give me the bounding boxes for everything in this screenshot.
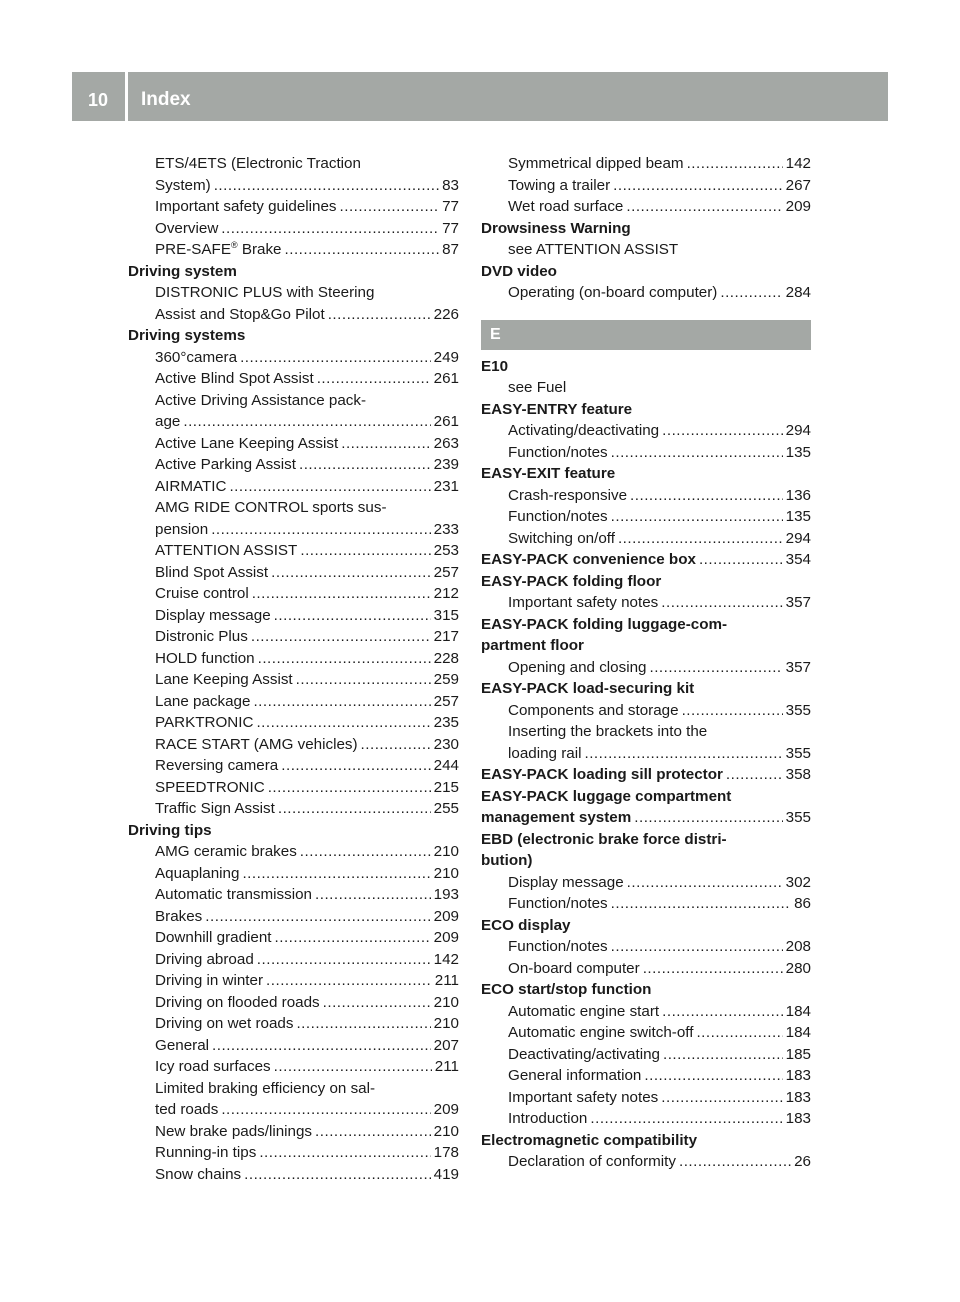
page-ref[interactable]: 257	[433, 563, 459, 581]
index-entry: Wet road surface ..... 209	[481, 196, 811, 218]
page-ref[interactable]: 253	[433, 542, 459, 559]
page-ref[interactable]: 280	[785, 959, 811, 977]
index-heading: E10	[481, 357, 509, 375]
page-ref[interactable]: 142	[433, 950, 459, 968]
index-entry: Driving in winter ..... 211	[128, 970, 459, 992]
page-ref[interactable]: 210	[433, 843, 459, 860]
index-entry: Active Blind Spot Assist ..... 261	[128, 368, 459, 390]
index-entry: loading rail ..... 355	[481, 743, 811, 765]
page-ref[interactable]: 209	[785, 198, 811, 215]
index-entry: Important safety notes ..... 183	[481, 1087, 811, 1109]
page-ref[interactable]: 355	[785, 744, 811, 762]
index-entry: Activating/deactivating ..... 294	[481, 420, 811, 442]
page-ref[interactable]: 211	[434, 972, 459, 989]
index-entry: Symmetrical dipped beam ..... 142	[481, 153, 811, 175]
page-ref[interactable]: 355	[785, 809, 811, 826]
page-ref[interactable]: 294	[785, 422, 811, 439]
index-entry: New brake pads/linings ..... 210	[128, 1121, 459, 1143]
page-ref[interactable]: 239	[433, 456, 459, 473]
page-ref[interactable]: 210	[433, 1122, 459, 1140]
page-ref[interactable]: 86	[794, 895, 811, 912]
index-entry: Assist and Stop&Go Pilot ..... 226	[128, 304, 459, 326]
page-ref[interactable]: 193	[433, 886, 459, 903]
registered-mark: ®	[230, 239, 238, 250]
index-entry: PRE-SAFE® Brake ..... 87	[128, 239, 459, 261]
index-entry: Active Parking Assist ..... 239	[128, 454, 459, 476]
index-entry: Opening and closing ..... 357	[481, 657, 811, 679]
page-ref[interactable]: 244	[433, 757, 459, 774]
index-entry: ETS/4ETS (Electronic Traction	[155, 155, 361, 172]
index-entry: AIRMATIC ..... 231	[128, 476, 459, 498]
index-entry: Declaration of conformity ..... 26	[481, 1151, 811, 1173]
page-ref[interactable]: 210	[433, 864, 459, 882]
index-entry: Lane Keeping Assist ..... 259	[128, 669, 459, 691]
index-entry: Icy road surfaces ..... 211	[128, 1056, 459, 1078]
index-entry: Distronic Plus ..... 217	[128, 626, 459, 648]
index-entry: 360°camera ..... 249	[128, 347, 459, 369]
index-entry: Function/notes ..... 208	[481, 936, 811, 958]
page-ref[interactable]: 211	[434, 1058, 459, 1075]
page-ref[interactable]: 185	[785, 1045, 811, 1063]
page-ref[interactable]: 284	[785, 284, 811, 301]
index-entry: DISTRONIC PLUS with Steering	[155, 284, 375, 301]
index-entry: Active Driving Assistance pack-	[155, 391, 367, 409]
index-entry: Display message ..... 302	[481, 872, 811, 894]
index-entry: RACE START (AMG vehicles) ..... 230	[128, 734, 459, 756]
index-heading: EASY-EXIT feature	[481, 465, 616, 482]
index-entry: Driving on wet roads ..... 210	[128, 1013, 459, 1035]
index-entry: Switching on/off ..... 294	[481, 528, 811, 550]
page-ref[interactable]: 178	[433, 1144, 459, 1161]
index-heading: bution)	[481, 852, 533, 869]
index-entry: Inserting the brackets into the	[508, 723, 708, 740]
page-ref[interactable]: 210	[433, 993, 459, 1011]
letter-section-header: E	[481, 320, 811, 350]
page-ref[interactable]: 233	[433, 520, 459, 538]
page-ref[interactable]: 207	[433, 1036, 459, 1054]
index-entry: SPEEDTRONIC ..... 215	[128, 777, 459, 799]
index-heading: EASY-PACK folding floor	[481, 572, 662, 590]
index-entry: Display message ..... 315	[128, 605, 459, 627]
page-ref[interactable]: 83	[442, 176, 459, 194]
index-heading: Electromagnetic compatibility	[481, 1131, 698, 1149]
index-heading: Driving systems	[128, 327, 246, 344]
page-header	[72, 72, 888, 121]
index-heading: partment floor	[481, 637, 584, 654]
index-entry: age ..... 261	[128, 411, 459, 433]
page-ref[interactable]: 184	[785, 1024, 811, 1041]
page-ref[interactable]: 226	[433, 305, 459, 323]
index-entry: General ..... 207	[128, 1035, 459, 1057]
index-column-left	[128, 153, 459, 1185]
index-entry: General information ..... 183	[481, 1065, 811, 1087]
index-column-right	[481, 153, 811, 1173]
page-ref[interactable]: 209	[433, 907, 459, 925]
page-ref[interactable]: 228	[433, 649, 459, 667]
page-ref[interactable]: 135	[785, 508, 811, 525]
index-entry: Deactivating/activating ..... 185	[481, 1044, 811, 1066]
index-entry: Running-in tips ..... 178	[128, 1142, 459, 1164]
page-ref[interactable]: 355	[785, 701, 811, 719]
index-entry: Automatic transmission ..... 193	[128, 884, 459, 906]
index-entry: Function/notes ..... 135	[481, 442, 811, 464]
page-ref[interactable]: 294	[785, 529, 811, 547]
page-ref[interactable]: 358	[785, 766, 811, 783]
index-entry: EASY-PACK loading sill protector ..... 358	[481, 764, 811, 786]
index-heading: EASY-PACK load-securing kit	[481, 680, 695, 697]
index-heading: Drowsiness Warning	[481, 219, 631, 237]
page-ref[interactable]: 357	[785, 594, 811, 611]
index-entry: EASY-PACK convenience box ..... 354	[481, 549, 811, 571]
index-entry: Downhill gradient ..... 209	[128, 927, 459, 949]
index-entry: Important safety guidelines ..... 77	[128, 196, 459, 218]
page-ref[interactable]: 261	[433, 370, 459, 387]
index-entry: Traffic Sign Assist ..... 255	[128, 798, 459, 820]
page-ref[interactable]: 183	[785, 1110, 811, 1127]
page-ref[interactable]: 217	[433, 628, 459, 645]
page-ref[interactable]: 267	[785, 176, 811, 194]
page-ref[interactable]: 231	[433, 477, 459, 495]
index-entry: Operating (on-board computer) ..... 284	[481, 282, 811, 304]
index-entry: Important safety notes ..... 357	[481, 592, 811, 614]
page-ref[interactable]: 419	[433, 1165, 459, 1183]
page-ref[interactable]: 210	[433, 1015, 459, 1032]
index-heading: DVD video	[481, 262, 557, 280]
page-ref[interactable]: 183	[785, 1067, 811, 1084]
page-ref[interactable]: 209	[433, 1101, 459, 1118]
index-entry: AMG ceramic brakes ..... 210	[128, 841, 459, 863]
index-entry: AMG RIDE CONTROL sports sus-	[155, 499, 387, 516]
index-entry: Lane package ..... 257	[128, 691, 459, 713]
index-entry: Towing a trailer ..... 267	[481, 175, 811, 197]
index-entry: Snow chains ..... 419	[128, 1164, 459, 1186]
page-number: 10	[87, 90, 109, 110]
index-heading: ECO start/stop function	[481, 981, 652, 998]
index-heading: EASY-PACK folding luggage-com-	[481, 615, 728, 633]
page-ref[interactable]: 235	[433, 714, 459, 731]
index-entry: On-board computer ..... 280	[481, 958, 811, 980]
index-entry: Function/notes ..... 86	[481, 893, 811, 915]
page-ref[interactable]: 208	[785, 938, 811, 955]
page-ref[interactable]: 302	[785, 873, 811, 891]
index-entry: Brakes ..... 209	[128, 906, 459, 928]
index-heading: Driving tips	[128, 821, 212, 839]
index-entry: Reversing camera ..... 244	[128, 755, 459, 777]
page-ref[interactable]: 263	[433, 434, 459, 452]
page-ref[interactable]: 26	[794, 1153, 811, 1170]
index-heading: Driving system	[128, 262, 237, 280]
index-see-reference[interactable]: see Fuel	[508, 379, 567, 396]
index-entry: Function/notes ..... 135	[481, 506, 811, 528]
index-entry: ATTENTION ASSIST ..... 253	[128, 540, 459, 562]
index-entry: Aquaplaning ..... 210	[128, 863, 459, 885]
page-ref[interactable]: 212	[433, 585, 459, 602]
index-heading: EASY-ENTRY feature	[481, 400, 633, 418]
index-entry: Automatic engine switch-off ..... 184	[481, 1022, 811, 1044]
index-heading: EBD (electronic brake force distri-	[481, 830, 727, 848]
page-ref[interactable]: 136	[785, 486, 811, 504]
page-ref[interactable]: 259	[433, 671, 459, 688]
index-entry: Automatic engine start ..... 184	[481, 1001, 811, 1023]
page-ref[interactable]: 142	[785, 155, 811, 172]
page-ref[interactable]: 230	[433, 735, 459, 753]
page-ref[interactable]: 257	[433, 692, 459, 710]
page-ref[interactable]: 87	[442, 241, 459, 258]
page-ref[interactable]: 183	[785, 1088, 811, 1106]
index-heading: ECO display	[481, 916, 571, 934]
index-entry: Cruise control ..... 212	[128, 583, 459, 605]
page-ref[interactable]: 249	[433, 348, 459, 366]
index-entry: Components and storage ..... 355	[481, 700, 811, 722]
index-entry: Blind Spot Assist ..... 257	[128, 562, 459, 584]
index-see-reference[interactable]: see ATTENTION ASSIST	[508, 241, 679, 258]
index-entry: PARKTRONIC ..... 235	[128, 712, 459, 734]
index-heading: EASY-PACK luggage compartment	[481, 787, 732, 805]
index-entry: Active Lane Keeping Assist ..... 263	[128, 433, 459, 455]
section-title: Index	[141, 89, 191, 110]
page-ref[interactable]: 135	[785, 443, 811, 461]
page-ref[interactable]: 209	[433, 929, 459, 946]
index-entry: HOLD function ..... 228	[128, 648, 459, 670]
page-ref[interactable]: 184	[785, 1002, 811, 1020]
page-ref[interactable]: 77	[442, 198, 459, 215]
index-entry: Driving on flooded roads ..... 210	[128, 992, 459, 1014]
index-entry: System) ..... 83	[128, 175, 459, 197]
index-entry: Overview ..... 77	[128, 218, 459, 240]
index-entry: Driving abroad ..... 142	[128, 949, 459, 971]
page-ref[interactable]: 215	[433, 778, 459, 796]
index-entry: Introduction ..... 183	[481, 1108, 811, 1130]
index-entry: ted roads ..... 209	[128, 1099, 459, 1121]
header-divider	[125, 72, 128, 121]
page-ref[interactable]: 77	[442, 219, 459, 237]
index-entry: Limited braking efficiency on sal-	[155, 1079, 376, 1097]
page-ref[interactable]: 357	[785, 658, 811, 676]
page-ref[interactable]: 255	[433, 800, 459, 817]
index-entry: management system ..... 355	[481, 807, 811, 829]
page-ref[interactable]: 261	[433, 413, 459, 430]
index-entry: Crash-responsive ..... 136	[481, 485, 811, 507]
page-ref[interactable]: 354	[785, 551, 811, 568]
index-entry: pension ..... 233	[128, 519, 459, 541]
page-ref[interactable]: 315	[433, 606, 459, 624]
